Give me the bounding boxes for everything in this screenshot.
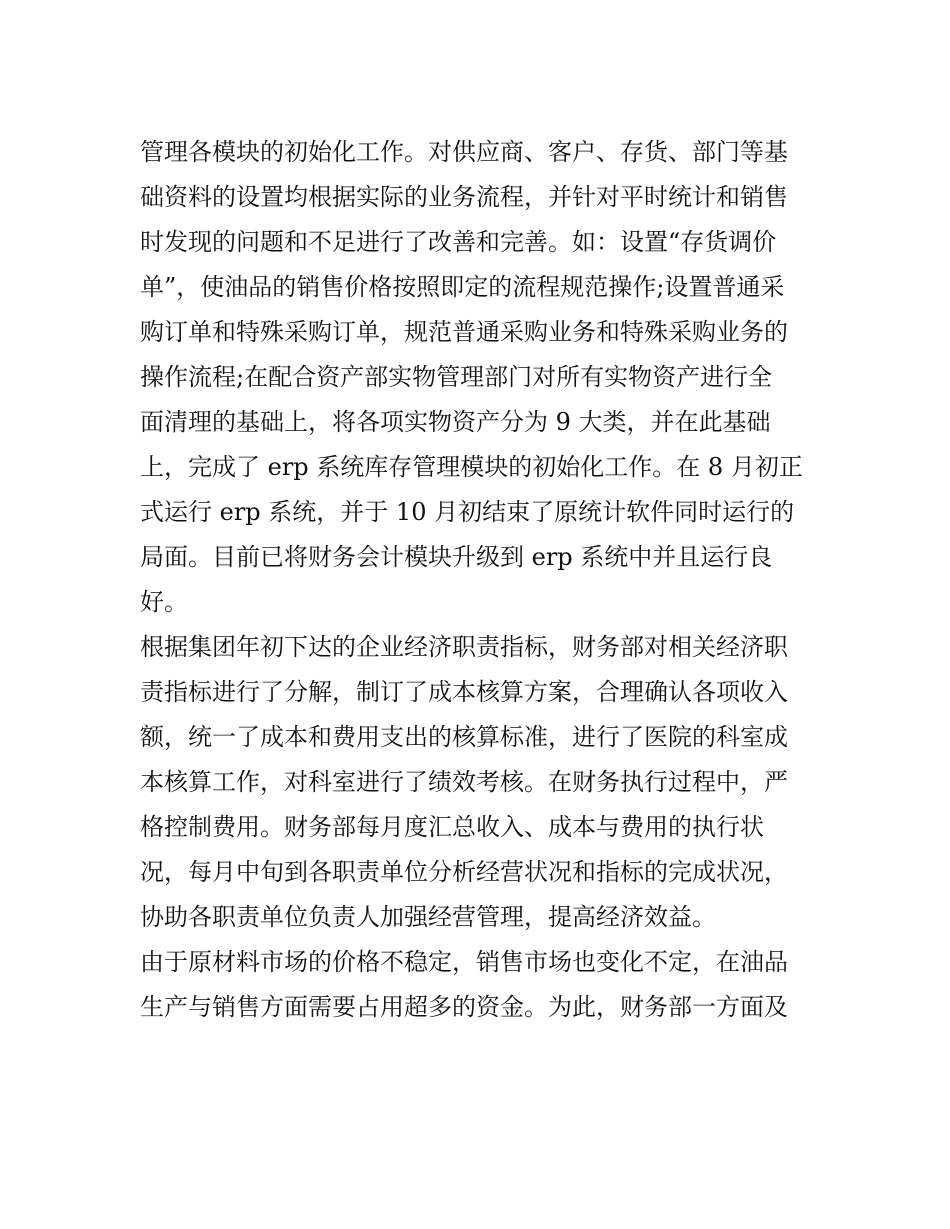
text-line-8: 上，完成了 erp 系统库存管理模块的初始化工作。在 8 月初正 <box>140 453 803 481</box>
text-line-3: 时发现的问题和不足进行了改善和完善。如：设置“存货调价 <box>140 228 777 256</box>
text-line-14: 额，统一了成本和费用支出的核算标准，进行了医院的科室成 <box>140 723 788 751</box>
text-line-10: 局面。目前已将财务会计模块升级到 erp 系统中并且运行良 <box>140 543 773 571</box>
text-line-6: 操作流程;在配合资产部实物管理部门对所有实物资产进行全 <box>140 363 773 391</box>
text-line-13: 责指标进行了分解，制订了成本核算方案，合理确认各项收入 <box>140 678 788 706</box>
text-line-9: 式运行 erp 系统，并于 10 月初结束了原统计软件同时运行的 <box>140 498 795 526</box>
text-line-17: 况，每月中旬到各职责单位分析经营状况和指标的完成状况， <box>140 858 788 886</box>
text-line-19: 由于原材料市场的价格不稳定，销售市场也变化不定，在油品 <box>140 948 788 976</box>
text-line-5: 购订单和特殊采购订单，规范普通采购业务和特殊采购业务的 <box>140 318 788 346</box>
text-line-2: 础资料的设置均根据实际的业务流程，并针对平时统计和销售 <box>140 183 788 211</box>
text-line-11: 好。 <box>140 588 188 616</box>
text-line-1: 管理各模块的初始化工作。对供应商、客户、存货、部门等基 <box>140 138 788 166</box>
text-line-20: 生产与销售方面需要占用超多的资金。为此，财务部一方面及 <box>140 993 788 1021</box>
text-line-4: 单”，使油品的销售价格按照即定的流程规范操作;设置普通采 <box>140 273 785 301</box>
text-line-16: 格控制费用。财务部每月度汇总收入、成本与费用的执行状 <box>140 813 764 841</box>
text-line-18: 协助各职责单位负责人加强经营管理，提高经济效益。 <box>140 903 716 931</box>
text-line-12: 根据集团年初下达的企业经济职责指标，财务部对相关经济职 <box>140 633 788 661</box>
text-line-7: 面清理的基础上，将各项实物资产分为 9 大类，并在此基础 <box>140 408 771 436</box>
body-text <box>140 130 830 1030</box>
text-line-15: 本核算工作，对科室进行了绩效考核。在财务执行过程中，严 <box>140 768 788 796</box>
